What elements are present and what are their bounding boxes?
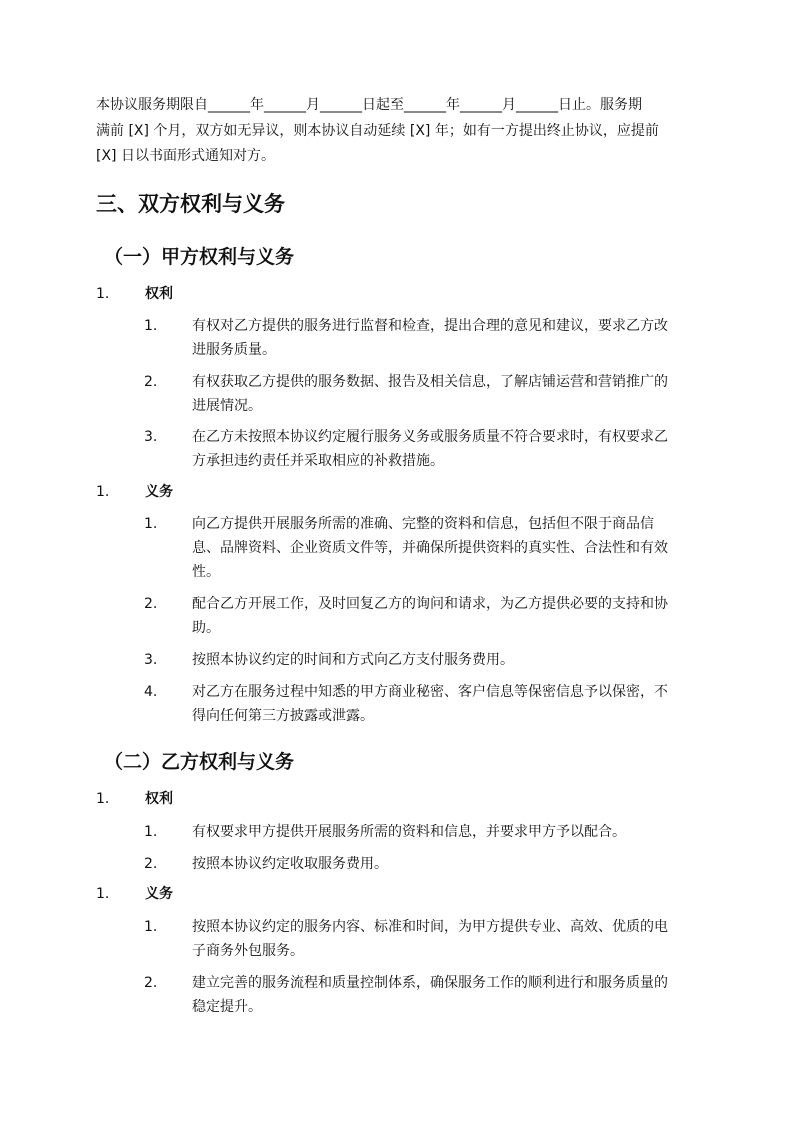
list-item-text (192, 648, 702, 672)
list-number: 1. (96, 286, 110, 302)
text-line: 有权获取乙方提供的服务数据、报告及相关信息，了解店铺运营和营销推广的 (192, 374, 668, 390)
list-label: 权利 (145, 791, 173, 807)
text-line: 建立完善的服务流程和质量控制体系，确保服务工作的顺利进行和服务质量的 (192, 975, 668, 991)
text-line: 按照本协议约定收取服务费用。 (192, 856, 388, 872)
text-line: 向乙方提供开展服务所需的准确、完整的资料和信息，包括但不限于商品信 (192, 516, 654, 532)
text-line: 息、品牌资料、企业资质文件等，并确保所提供资料的真实性、合法性和有效 (192, 540, 668, 556)
text-line: 按照本协议约定的时间和方式向乙方支付服务费用。 (192, 652, 514, 668)
list-number: 1. (144, 919, 158, 935)
text-line: 方承担违约责任并采取相应的补救措施。 (192, 453, 444, 469)
text-line: 性。 (192, 564, 220, 580)
list-item-text (192, 425, 702, 473)
list-number: 1. (96, 886, 110, 902)
list-item-text (192, 512, 702, 584)
paragraph-line: 本协议服务期限自______年______月______日起至______年______月______日止。服务期 (96, 97, 642, 113)
text-line: 按照本协议约定的服务内容、标准和时间，为甲方提供专业、高效、优质的电 (192, 919, 668, 935)
paragraph-line: [X] 日以书面形式通知对方。 (96, 148, 275, 164)
text-line: 进服务质量。 (192, 342, 276, 358)
text-line: 稳定提升。 (192, 999, 262, 1015)
text-line: 配合乙方开展工作，及时回复乙方的询问和请求，为乙方提供必要的支持和协 (192, 596, 668, 612)
text-line: 进展情况。 (192, 398, 262, 414)
text-line: 有权对乙方提供的服务进行监督和检查，提出合理的意见和建议，要求乙方改 (192, 318, 668, 334)
list-number: 1. (144, 516, 158, 532)
list-number: 1. (96, 484, 110, 500)
list-number: 4. (144, 684, 158, 700)
list-number: 2. (144, 856, 158, 872)
list-number: 2. (144, 374, 158, 390)
list-item-text (192, 314, 702, 362)
service-term-paragraph (96, 93, 706, 170)
list-number: 3. (144, 652, 158, 668)
section-heading: 三、双方权利与义务 (96, 192, 285, 216)
text-line: 对乙方在服务过程中知悉的甲方商业秘密、客户信息等保密信息予以保密，不 (192, 684, 668, 700)
list-item-text (192, 680, 702, 728)
text-line: 子商务外包服务。 (192, 943, 304, 959)
list-number: 2. (144, 596, 158, 612)
text-line: 有权要求甲方提供开展服务所需的资料和信息，并要求甲方予以配合。 (192, 824, 626, 840)
list-number: 1. (144, 318, 158, 334)
text-line: 得向任何第三方披露或泄露。 (192, 708, 374, 724)
list-number: 2. (144, 975, 158, 991)
list-item-text (192, 820, 702, 844)
party-a-heading: （一）甲方权利与义务 (104, 246, 295, 268)
list-item-text (192, 370, 702, 418)
text-line: 在乙方未按照本协议约定履行服务义务或服务质量不符合要求时，有权要求乙 (192, 429, 668, 445)
list-label: 权利 (145, 286, 173, 302)
list-item-text (192, 852, 702, 876)
party-b-heading: （二）乙方权利与义务 (104, 751, 295, 773)
list-label: 义务 (145, 886, 173, 902)
list-number: 3. (144, 429, 158, 445)
list-number: 1. (144, 824, 158, 840)
list-label: 义务 (145, 484, 173, 500)
list-item-text (192, 592, 702, 640)
paragraph-line: 满前 [X] 个月，双方如无异议，则本协议自动延续 [X] 年；如有一方提出终止协议，应提前 (96, 122, 659, 139)
list-number: 1. (96, 791, 110, 807)
text-line: 助。 (192, 620, 220, 636)
list-item-text (192, 971, 702, 1019)
list-item-text (192, 915, 702, 963)
